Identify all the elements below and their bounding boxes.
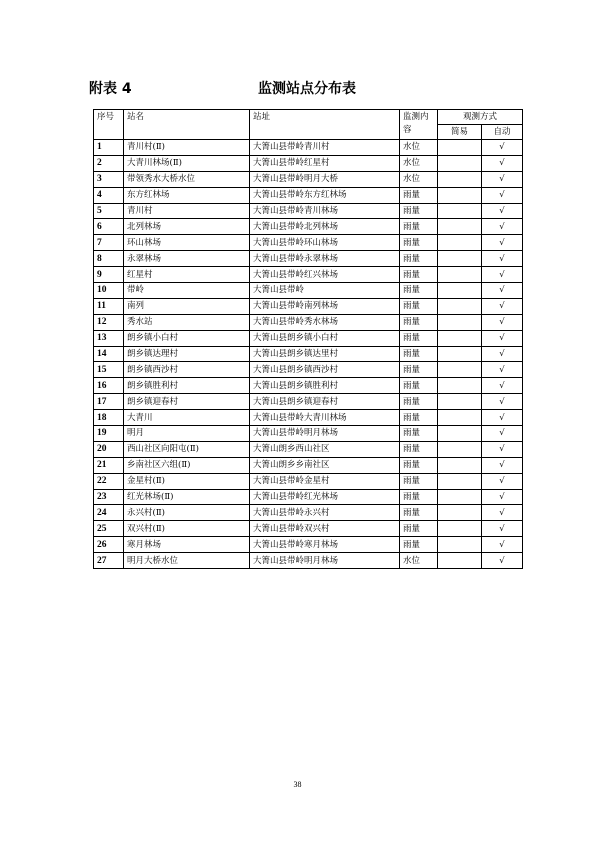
auto-check-mark: √ <box>482 235 523 251</box>
simple-mark <box>438 537 482 553</box>
station-name: 大青川 <box>124 410 250 426</box>
station-address: 大箐山县朗乡镇小白村 <box>250 330 400 346</box>
table-row <box>94 521 523 537</box>
simple-mark <box>438 489 482 505</box>
station-name: 秀水站 <box>124 314 250 330</box>
auto-check-mark: √ <box>482 521 523 537</box>
row-number: 9 <box>94 267 124 283</box>
simple-mark <box>438 330 482 346</box>
table-row <box>94 314 523 330</box>
row-number: 14 <box>94 346 124 362</box>
table-header <box>94 110 523 140</box>
auto-check-mark: √ <box>482 394 523 410</box>
header-method: 观测方式 <box>438 110 523 125</box>
station-name: 青川村(Ⅱ) <box>124 140 250 156</box>
station-name: 永翠林场 <box>124 251 250 267</box>
auto-check-mark: √ <box>482 410 523 426</box>
station-name: 寒月林场 <box>124 537 250 553</box>
simple-mark <box>438 203 482 219</box>
monitoring-content: 雨量 <box>400 251 438 267</box>
simple-mark <box>438 219 482 235</box>
table-row <box>94 171 523 187</box>
station-name: 红星村 <box>124 267 250 283</box>
simple-mark <box>438 298 482 314</box>
monitoring-content: 雨量 <box>400 267 438 283</box>
simple-mark <box>438 505 482 521</box>
station-address: 大箐山县朗乡镇迎春村 <box>250 394 400 410</box>
station-address: 大箐山县带岭红兴林场 <box>250 267 400 283</box>
station-name: 带领秀水大桥水位 <box>124 171 250 187</box>
simple-mark <box>438 187 482 203</box>
station-name: 乡南社区六组(Ⅱ) <box>124 457 250 473</box>
auto-check-mark: √ <box>482 473 523 489</box>
station-address: 大箐山县朗乡镇胜利村 <box>250 378 400 394</box>
station-table <box>93 109 523 569</box>
table-row <box>94 187 523 203</box>
station-name: 红光林场(Ⅱ) <box>124 489 250 505</box>
row-number: 5 <box>94 203 124 219</box>
station-name: 双兴村(Ⅱ) <box>124 521 250 537</box>
station-name: 东方红林场 <box>124 187 250 203</box>
row-number: 1 <box>94 140 124 156</box>
auto-check-mark: √ <box>482 505 523 521</box>
simple-mark <box>438 441 482 457</box>
station-address: 大箐山县带岭环山林场 <box>250 235 400 251</box>
station-name: 永兴村(Ⅱ) <box>124 505 250 521</box>
auto-check-mark: √ <box>482 251 523 267</box>
simple-mark <box>438 457 482 473</box>
station-name: 明月 <box>124 426 250 442</box>
appendix-label: 附表 4 <box>89 81 132 97</box>
station-address: 大箐山朗乡西山社区 <box>250 441 400 457</box>
row-number: 13 <box>94 330 124 346</box>
simple-mark <box>438 426 482 442</box>
station-address: 大箐山县带岭青川村 <box>250 140 400 156</box>
row-number: 19 <box>94 426 124 442</box>
station-name: 朗乡镇胜利村 <box>124 378 250 394</box>
row-number: 11 <box>94 298 124 314</box>
row-number: 22 <box>94 473 124 489</box>
station-address: 大箐山县带岭明月林场 <box>250 426 400 442</box>
monitoring-content: 雨量 <box>400 410 438 426</box>
row-number: 7 <box>94 235 124 251</box>
simple-mark <box>438 394 482 410</box>
station-name: 南列 <box>124 298 250 314</box>
row-number: 6 <box>94 219 124 235</box>
station-name: 带岭 <box>124 283 250 299</box>
station-name: 朗乡镇迎春村 <box>124 394 250 410</box>
monitoring-content: 雨量 <box>400 235 438 251</box>
station-name: 朗乡镇西沙村 <box>124 362 250 378</box>
row-number: 10 <box>94 283 124 299</box>
monitoring-content: 雨量 <box>400 537 438 553</box>
table-row <box>94 346 523 362</box>
monitoring-content: 雨量 <box>400 426 438 442</box>
station-address: 大箐山县带岭双兴村 <box>250 521 400 537</box>
row-number: 25 <box>94 521 124 537</box>
station-name: 北列林场 <box>124 219 250 235</box>
auto-check-mark: √ <box>482 457 523 473</box>
station-address: 大箐山县带岭北列林场 <box>250 219 400 235</box>
monitoring-content: 雨量 <box>400 473 438 489</box>
table-row <box>94 457 523 473</box>
station-address: 大箐山县带岭红光林场 <box>250 489 400 505</box>
auto-check-mark: √ <box>482 537 523 553</box>
table-row <box>94 203 523 219</box>
station-name: 金星村(Ⅱ) <box>124 473 250 489</box>
monitoring-content: 雨量 <box>400 457 438 473</box>
header-simple: 简易 <box>438 125 482 140</box>
monitoring-content: 雨量 <box>400 330 438 346</box>
simple-mark <box>438 346 482 362</box>
table-row <box>94 140 523 156</box>
auto-check-mark: √ <box>482 553 523 569</box>
auto-check-mark: √ <box>482 441 523 457</box>
auto-check-mark: √ <box>482 203 523 219</box>
station-address: 大箐山朗乡乡南社区 <box>250 457 400 473</box>
station-address: 大箐山县带岭明月林场 <box>250 553 400 569</box>
table-body <box>94 140 523 569</box>
table-row <box>94 489 523 505</box>
monitoring-content: 雨量 <box>400 346 438 362</box>
simple-mark <box>438 171 482 187</box>
station-address: 大箐山县带岭大青川林场 <box>250 410 400 426</box>
station-name: 朗乡镇小白村 <box>124 330 250 346</box>
simple-mark <box>438 521 482 537</box>
auto-check-mark: √ <box>482 426 523 442</box>
table-row <box>94 362 523 378</box>
table-row <box>94 426 523 442</box>
monitoring-content: 雨量 <box>400 521 438 537</box>
monitoring-content: 雨量 <box>400 505 438 521</box>
monitoring-content: 雨量 <box>400 283 438 299</box>
row-number: 16 <box>94 378 124 394</box>
auto-check-mark: √ <box>482 362 523 378</box>
station-name: 环山林场 <box>124 235 250 251</box>
station-address: 大箐山县带岭永翠林场 <box>250 251 400 267</box>
station-name: 明月大桥水位 <box>124 553 250 569</box>
monitoring-content: 雨量 <box>400 187 438 203</box>
table-row <box>94 283 523 299</box>
simple-mark <box>438 155 482 171</box>
row-number: 26 <box>94 537 124 553</box>
header-index: 序号 <box>94 110 124 140</box>
monitoring-content: 雨量 <box>400 298 438 314</box>
monitoring-content: 雨量 <box>400 314 438 330</box>
table-row <box>94 251 523 267</box>
auto-check-mark: √ <box>482 155 523 171</box>
simple-mark <box>438 410 482 426</box>
simple-mark <box>438 251 482 267</box>
page-number: 38 <box>293 780 302 789</box>
header-address: 站址 <box>250 110 400 140</box>
simple-mark <box>438 553 482 569</box>
auto-check-mark: √ <box>482 187 523 203</box>
row-number: 8 <box>94 251 124 267</box>
table-row <box>94 378 523 394</box>
auto-check-mark: √ <box>482 330 523 346</box>
monitoring-content: 雨量 <box>400 394 438 410</box>
auto-check-mark: √ <box>482 283 523 299</box>
row-number: 15 <box>94 362 124 378</box>
monitoring-content: 雨量 <box>400 489 438 505</box>
table-row <box>94 441 523 457</box>
simple-mark <box>438 140 482 156</box>
monitoring-content: 水位 <box>400 171 438 187</box>
table-row <box>94 394 523 410</box>
monitoring-content: 水位 <box>400 140 438 156</box>
simple-mark <box>438 267 482 283</box>
station-address: 大箐山县朗乡镇达里村 <box>250 346 400 362</box>
simple-mark <box>438 314 482 330</box>
station-address: 大箐山县朗乡镇西沙村 <box>250 362 400 378</box>
simple-mark <box>438 473 482 489</box>
simple-mark <box>438 378 482 394</box>
row-number: 18 <box>94 410 124 426</box>
monitoring-content: 雨量 <box>400 362 438 378</box>
auto-check-mark: √ <box>482 140 523 156</box>
simple-mark <box>438 235 482 251</box>
table-row <box>94 219 523 235</box>
auto-check-mark: √ <box>482 346 523 362</box>
row-number: 3 <box>94 171 124 187</box>
row-number: 17 <box>94 394 124 410</box>
simple-mark <box>438 283 482 299</box>
station-address: 大箐山县带岭东方红林场 <box>250 187 400 203</box>
table-row <box>94 537 523 553</box>
row-number: 24 <box>94 505 124 521</box>
station-address: 大箐山县带岭红星村 <box>250 155 400 171</box>
table-row <box>94 553 523 569</box>
auto-check-mark: √ <box>482 267 523 283</box>
station-address: 大箐山县带岭南列林场 <box>250 298 400 314</box>
table-row <box>94 505 523 521</box>
auto-check-mark: √ <box>482 219 523 235</box>
station-address: 大箐山县带岭金星村 <box>250 473 400 489</box>
station-name: 大青川林场(Ⅱ) <box>124 155 250 171</box>
table-row <box>94 410 523 426</box>
auto-check-mark: √ <box>482 171 523 187</box>
auto-check-mark: √ <box>482 314 523 330</box>
page-title: 监测站点分布表 <box>258 81 356 97</box>
station-address: 大箐山县带岭 <box>250 283 400 299</box>
monitoring-content: 雨量 <box>400 378 438 394</box>
monitoring-content: 雨量 <box>400 203 438 219</box>
table-row <box>94 298 523 314</box>
header-auto: 自动 <box>482 125 523 140</box>
row-number: 27 <box>94 553 124 569</box>
row-number: 2 <box>94 155 124 171</box>
station-name: 朗乡镇达理村 <box>124 346 250 362</box>
row-number: 23 <box>94 489 124 505</box>
simple-mark <box>438 362 482 378</box>
station-name: 西山社区向阳屯(Ⅱ) <box>124 441 250 457</box>
auto-check-mark: √ <box>482 489 523 505</box>
row-number: 20 <box>94 441 124 457</box>
row-number: 21 <box>94 457 124 473</box>
row-number: 4 <box>94 187 124 203</box>
station-address: 大箐山县带岭明月大桥 <box>250 171 400 187</box>
auto-check-mark: √ <box>482 378 523 394</box>
station-address: 大箐山县带岭寒月林场 <box>250 537 400 553</box>
station-address: 大箐山县带岭秀水林场 <box>250 314 400 330</box>
monitoring-content: 水位 <box>400 155 438 171</box>
table-row <box>94 330 523 346</box>
auto-check-mark: √ <box>482 298 523 314</box>
table-row <box>94 235 523 251</box>
monitoring-content: 雨量 <box>400 219 438 235</box>
station-name: 青川村 <box>124 203 250 219</box>
header-content: 监测内容 <box>400 110 438 140</box>
header-name: 站名 <box>124 110 250 140</box>
row-number: 12 <box>94 314 124 330</box>
table-row <box>94 155 523 171</box>
monitoring-content: 雨量 <box>400 441 438 457</box>
station-address: 大箐山县带岭永兴村 <box>250 505 400 521</box>
table-row <box>94 267 523 283</box>
station-address: 大箐山县带岭青川林场 <box>250 203 400 219</box>
table-row <box>94 473 523 489</box>
monitoring-content: 水位 <box>400 553 438 569</box>
